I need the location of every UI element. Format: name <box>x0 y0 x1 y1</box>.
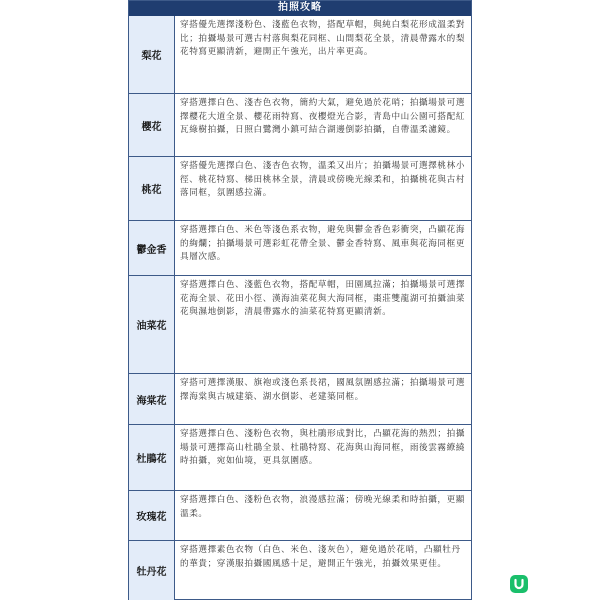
table-row <box>129 157 471 221</box>
flower-label: 玫瑰花 <box>129 491 175 540</box>
u-logo-icon <box>510 575 528 593</box>
table-row <box>129 16 471 94</box>
tip-text: 穿搭選擇白色、淺粉色衣物，與杜鵑形成對比，凸顯花海的熱烈；拍攝場景可選擇高山杜鵑全景、杜鵑特寫、花海與山海同框，雨後雲霧繚繞時拍攝，宛如仙境，更具氛圍感。 <box>180 429 466 466</box>
table-row <box>129 94 471 157</box>
flower-label: 桃花 <box>129 157 175 220</box>
table-row <box>129 276 471 374</box>
flower-label: 梨花 <box>129 16 175 93</box>
tip-text: 穿搭優先選擇白色、淺杏色衣物，溫柔又出片；拍攝場景可選擇桃林小徑、桃花特寫、梯田桃林全景，清晨或傍晚光線柔和，拍攝桃花與古村落同框，氛圍感拉滿。 <box>180 161 466 198</box>
flower-label: 海棠花 <box>129 374 175 424</box>
tip-text: 穿搭優先選擇淺粉色、淺藍色衣物，搭配草帽，與純白梨花形成溫柔對比；拍攝場景可選古村落與梨花同框、山間梨花全景，清晨帶露水的梨花特寫更顯清新，避開正午強光，出片率更高。 <box>180 20 466 57</box>
flower-label: 杜鵑花 <box>129 425 175 490</box>
flower-label: 鬱金香 <box>129 221 175 275</box>
flower-label: 櫻花 <box>129 94 175 156</box>
table-row <box>129 374 471 425</box>
table-title: 拍照攻略 <box>129 1 471 16</box>
table-row <box>129 425 471 491</box>
tip-text: 穿搭可選擇漢服、旗袍或淺色系長裙，國風氛圍感拉滿；拍攝場景可選擇海棠與古城建築、湖水倒影、老建築同框。 <box>180 378 466 402</box>
table-row <box>129 491 471 541</box>
tip-text: 穿搭選擇白色、淺粉色衣物，浪漫感拉滿；傍晚光線柔和時拍攝，更顯溫柔。 <box>180 495 466 519</box>
tip-text: 穿搭選擇白色、淺杏色衣物，簡約大氣，避免過於花哨；拍攝場景可選擇櫻花大道全景、櫻花雨特寫、夜櫻燈光合影，青島中山公園可搭配紅瓦綠樹拍攝，日照白鷺灣小鎮可結合湖邊倒影拍攝，自帶溫柔濾鏡。 <box>180 98 466 135</box>
flower-label: 牡丹花 <box>129 541 175 600</box>
table-row <box>129 221 471 276</box>
table-row <box>129 541 471 600</box>
flower-label: 油菜花 <box>129 276 175 373</box>
u-glyph-icon <box>513 578 525 590</box>
tip-text: 穿搭選擇素色衣物（白色、米色、淺灰色），避免過於花哨，凸顯牡丹的華貴；穿漢服拍攝國風感十足，避開正午強光，拍攝效果更佳。 <box>180 545 461 569</box>
tip-text: 穿搭選擇白色、米色等淺色系衣物，避免與鬱金香色彩衝突，凸顯花海的絢爛；拍攝場景可選彩虹花帶全景、鬱金香特寫、風車與花海同框更具層次感。 <box>180 225 466 262</box>
guide-table <box>128 0 472 600</box>
tip-text: 穿搭選擇白色、淺藍色衣物，搭配草帽，田園風拉滿；拍攝場景可選擇花海全景、花田小徑、漢海油菜花與大海同框，棗莊雙龍湖可拍攝油菜花與濕地倒影，清晨帶露水的油菜花特寫更顯清新。 <box>180 280 466 317</box>
